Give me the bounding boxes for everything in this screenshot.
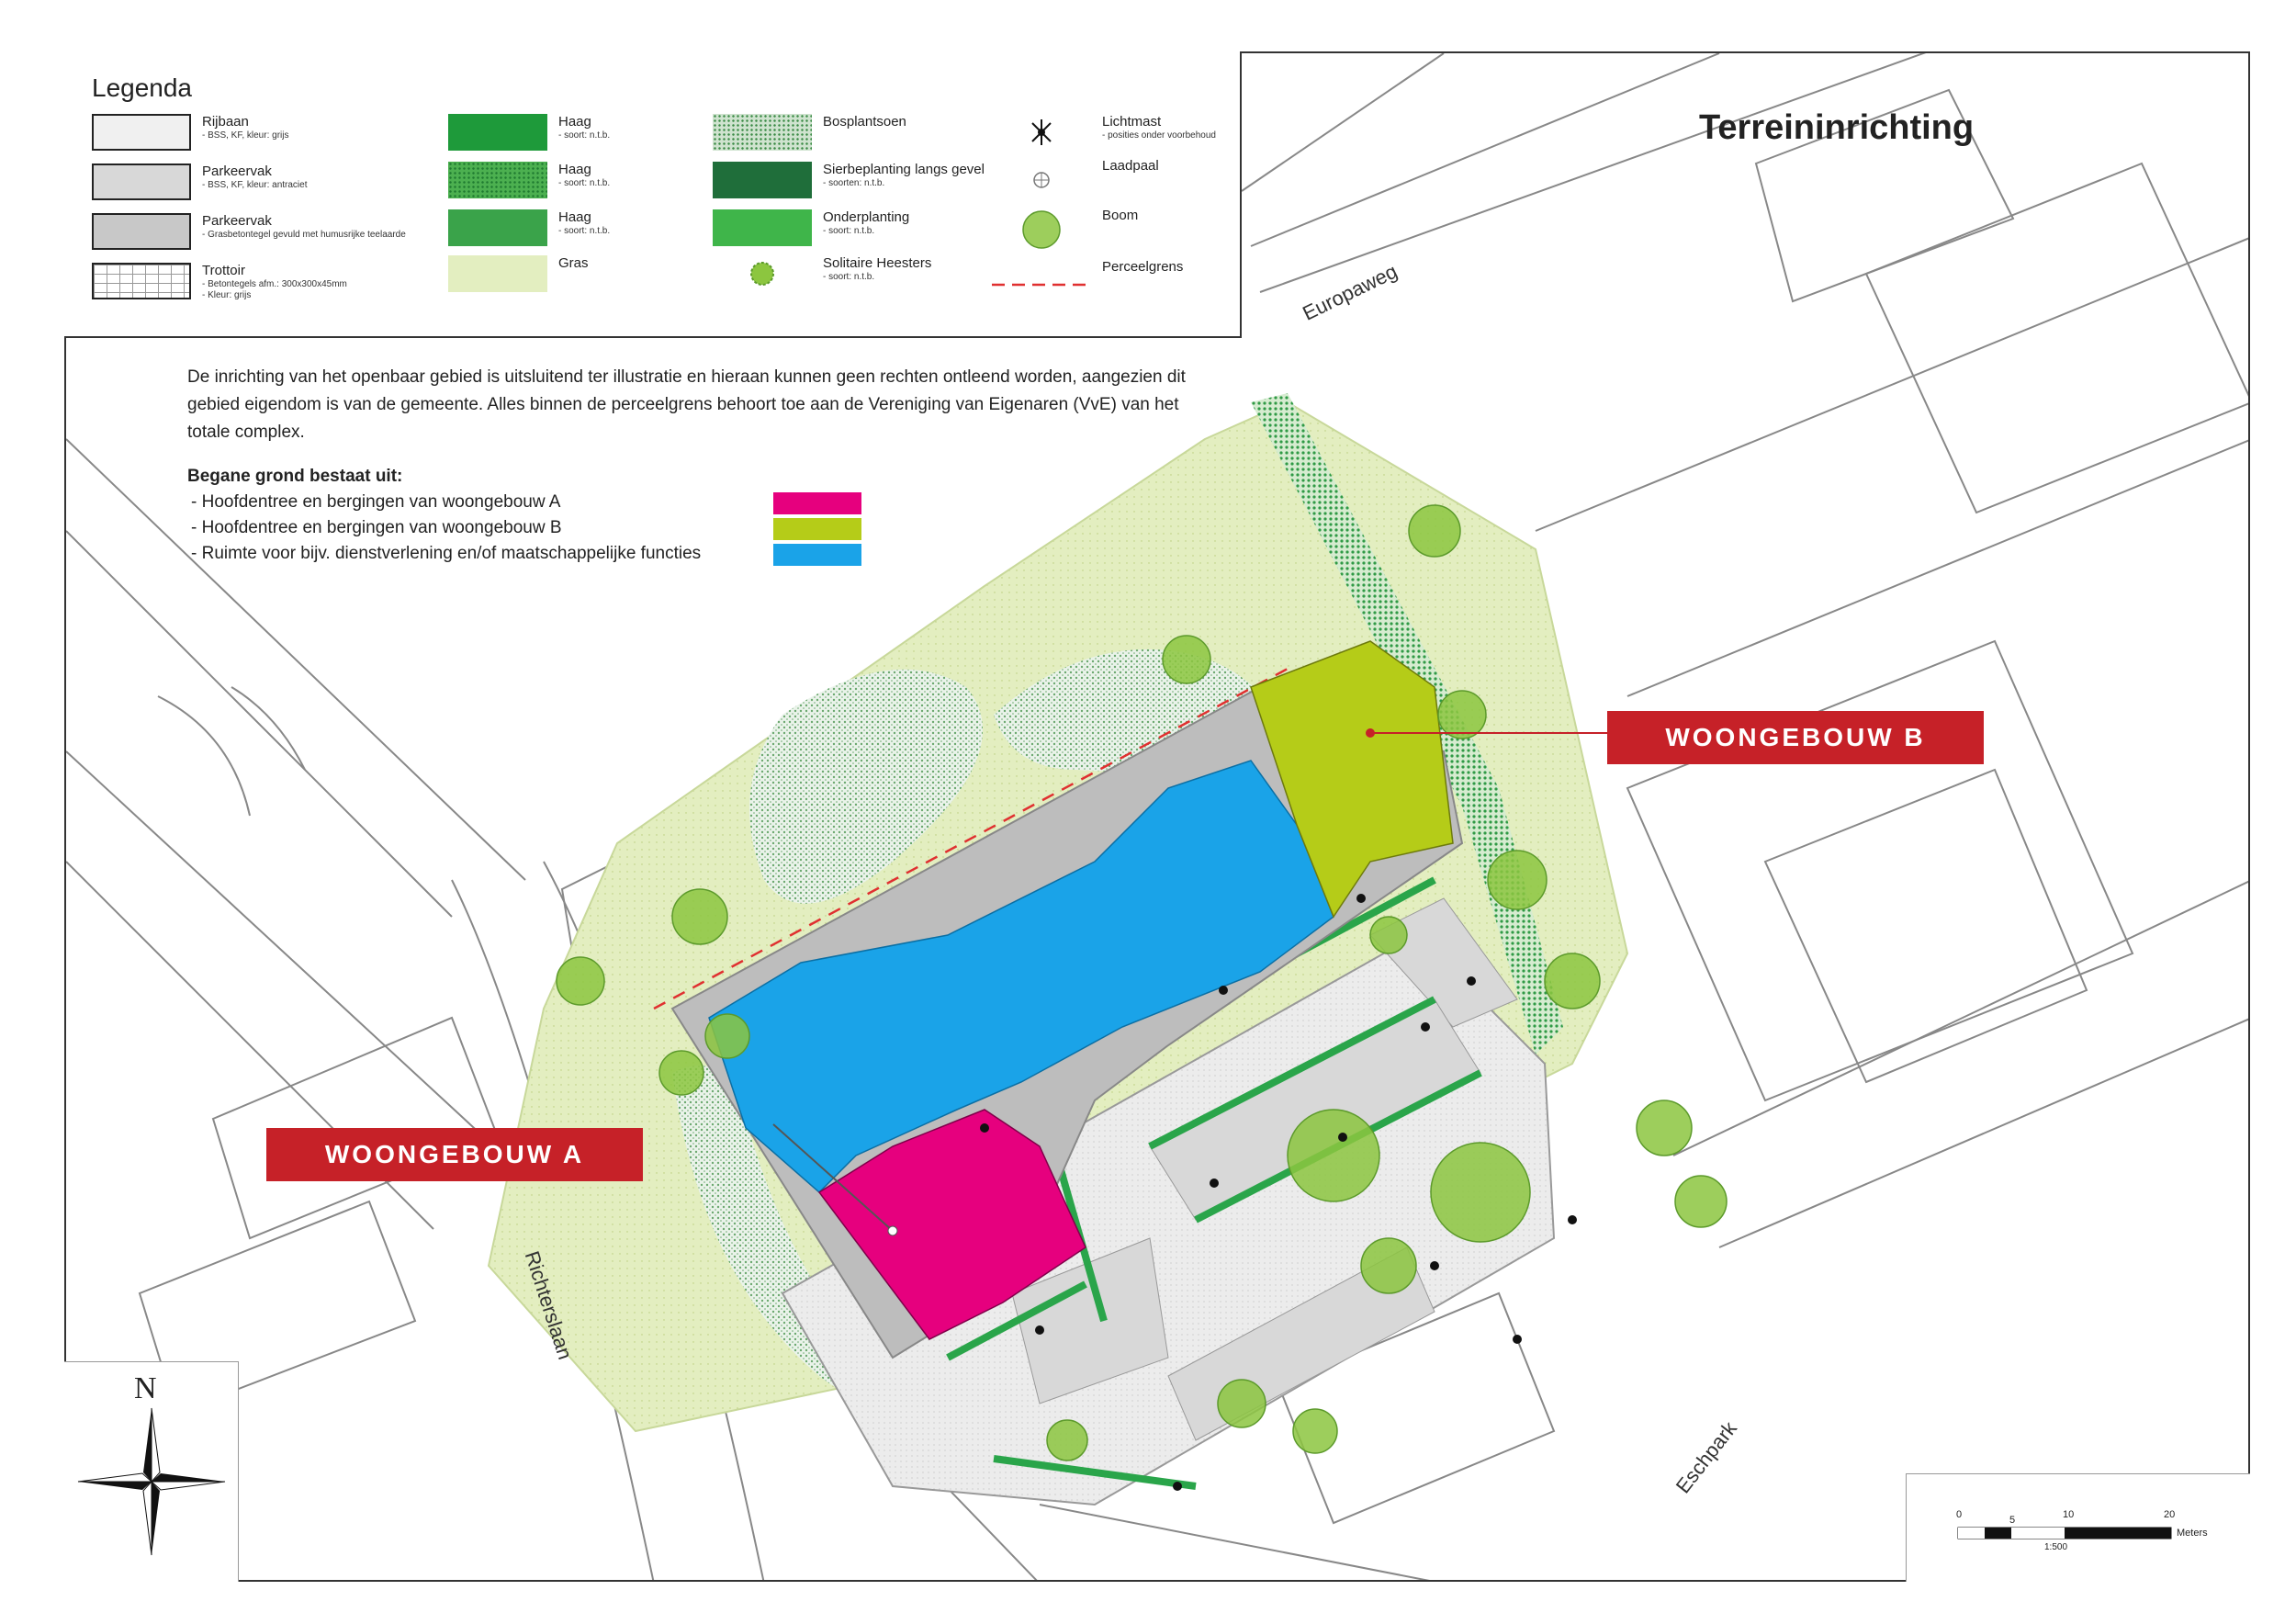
scale-ratio: 1:500 <box>2044 1542 2068 1552</box>
woongebouw-a-label: WOONGEBOUW A <box>266 1128 643 1181</box>
onderplanting-swatch <box>713 209 812 246</box>
legend-item-name: Haag <box>558 162 591 177</box>
legend-item-name: Bosplantsoen <box>823 114 906 130</box>
legend-item-desc: - BSS, KF, kleur: grijs <box>202 130 289 141</box>
street-label-eschpark: Eschpark <box>1671 1416 1741 1498</box>
trottoir-swatch <box>92 263 191 299</box>
legend-item-name: Parkeervak <box>202 213 272 229</box>
legend-item-desc: - posities onder voorbehoud <box>1102 130 1216 141</box>
begane-grond-swatch-functions <box>773 544 861 566</box>
haag-1-swatch <box>448 114 547 151</box>
legend-item-desc: - soort: n.t.b. <box>823 272 875 282</box>
bosplantsoen-swatch <box>713 114 812 151</box>
haag-2-swatch <box>448 162 547 198</box>
legend-item-desc: - soorten: n.t.b. <box>823 178 885 188</box>
legend-item-name: Haag <box>558 114 591 130</box>
scale-tick-label: 0 <box>1956 1509 1963 1520</box>
legend-item-desc: - soort: n.t.b. <box>558 226 611 236</box>
woongebouw-b-label: WOONGEBOUW B <box>1607 711 1984 764</box>
begane-grond-title: Begane grond bestaat uit: <box>187 467 403 486</box>
begane-grond-item: - Ruimte voor bijv. dienstverlening en/of maatschappelijke functies <box>191 544 702 563</box>
legend-item-desc: - soort: n.t.b. <box>558 130 611 141</box>
legend-item-name: Onderplanting <box>823 209 910 225</box>
legend-item-name: Trottoir <box>202 263 245 278</box>
heester-swatch <box>713 255 812 292</box>
legend-item-name: Solitaire Heesters <box>823 255 932 271</box>
begane-grond-item: - Hoofdentree en bergingen van woongebouw A <box>191 492 561 512</box>
street-label-richterslaan: Richterslaan <box>520 1247 578 1363</box>
legend-item-name: Gras <box>558 255 589 271</box>
lichtmast-icon <box>992 114 1091 151</box>
disclaimer-note: De inrichting van het openbaar gebied is uitsluitend ter illustratie en hieraan kunnen geen rechten ontleend worden, aangezien dit gebied eigendom is van de gemeente. Alles binnen de perceelgrens behoort toe aan de Vereniging van Eigenaren (VvE) van het totale complex. <box>187 367 1186 442</box>
scale-tick-label: 20 <box>2164 1509 2176 1520</box>
begane-grond-item: - Hoofdentree en bergingen van woongebouw B <box>191 518 562 537</box>
leader-dot-a <box>888 1226 897 1235</box>
north-arrow <box>64 1361 239 1582</box>
legend-item-desc <box>202 279 347 301</box>
legend-panel <box>64 51 1242 338</box>
legend-item-name: Boom <box>1102 208 1139 223</box>
sierbeplanting-swatch <box>713 162 812 198</box>
legend-item-desc: - BSS, KF, kleur: antraciet <box>202 180 308 190</box>
street-label-europaweg: Europaweg <box>1299 259 1401 325</box>
legend-item-name: Haag <box>558 209 591 225</box>
legend-desc-line: - Betontegels afm.: 300x300x45mm <box>202 279 347 289</box>
legend-item-desc: - soort: n.t.b. <box>823 226 875 236</box>
legend-item-desc: - soort: n.t.b. <box>558 178 611 188</box>
leader-dot-b <box>1366 728 1375 738</box>
scale-bar <box>1906 1473 2250 1582</box>
parkeervak-antraciet-swatch <box>92 164 191 200</box>
gras-swatch <box>448 255 547 292</box>
legend-item-name: Parkeervak <box>202 164 272 179</box>
legend-item-name: Laadpaal <box>1102 158 1159 174</box>
heester-icon <box>713 255 812 292</box>
legend-item-name: Sierbeplanting langs gevel <box>823 162 985 177</box>
begane-grond-swatch-b <box>773 518 861 540</box>
parkeervak-gras-swatch <box>92 213 191 250</box>
legend-item-name: Lichtmast <box>1102 114 1162 130</box>
boom-icon <box>992 208 1091 244</box>
page-title: Terreininrichting <box>1699 108 1975 147</box>
legend-title: Legenda <box>92 73 193 102</box>
begane-grond-swatch-a <box>773 492 861 514</box>
scale-unit: Meters <box>2177 1528 2208 1539</box>
legend-desc-line: - Kleur: grijs <box>202 290 252 300</box>
laadpaal-icon <box>992 158 1091 195</box>
scale-tick-label: 5 <box>2009 1515 2016 1526</box>
legend-item-name: Rijbaan <box>202 114 249 130</box>
haag-3-swatch <box>448 209 547 246</box>
scale-tick-label: 10 <box>2063 1509 2075 1520</box>
perceelgrens-line-swatch <box>992 259 1091 296</box>
compass-rose-icon <box>64 1399 239 1583</box>
north-letter: N <box>134 1371 157 1405</box>
legend-item-desc: - Grasbetontegel gevuld met humusrijke teelaarde <box>202 230 406 240</box>
rijbaan-swatch <box>92 114 191 151</box>
legend-item-name: Perceelgrens <box>1102 259 1184 275</box>
